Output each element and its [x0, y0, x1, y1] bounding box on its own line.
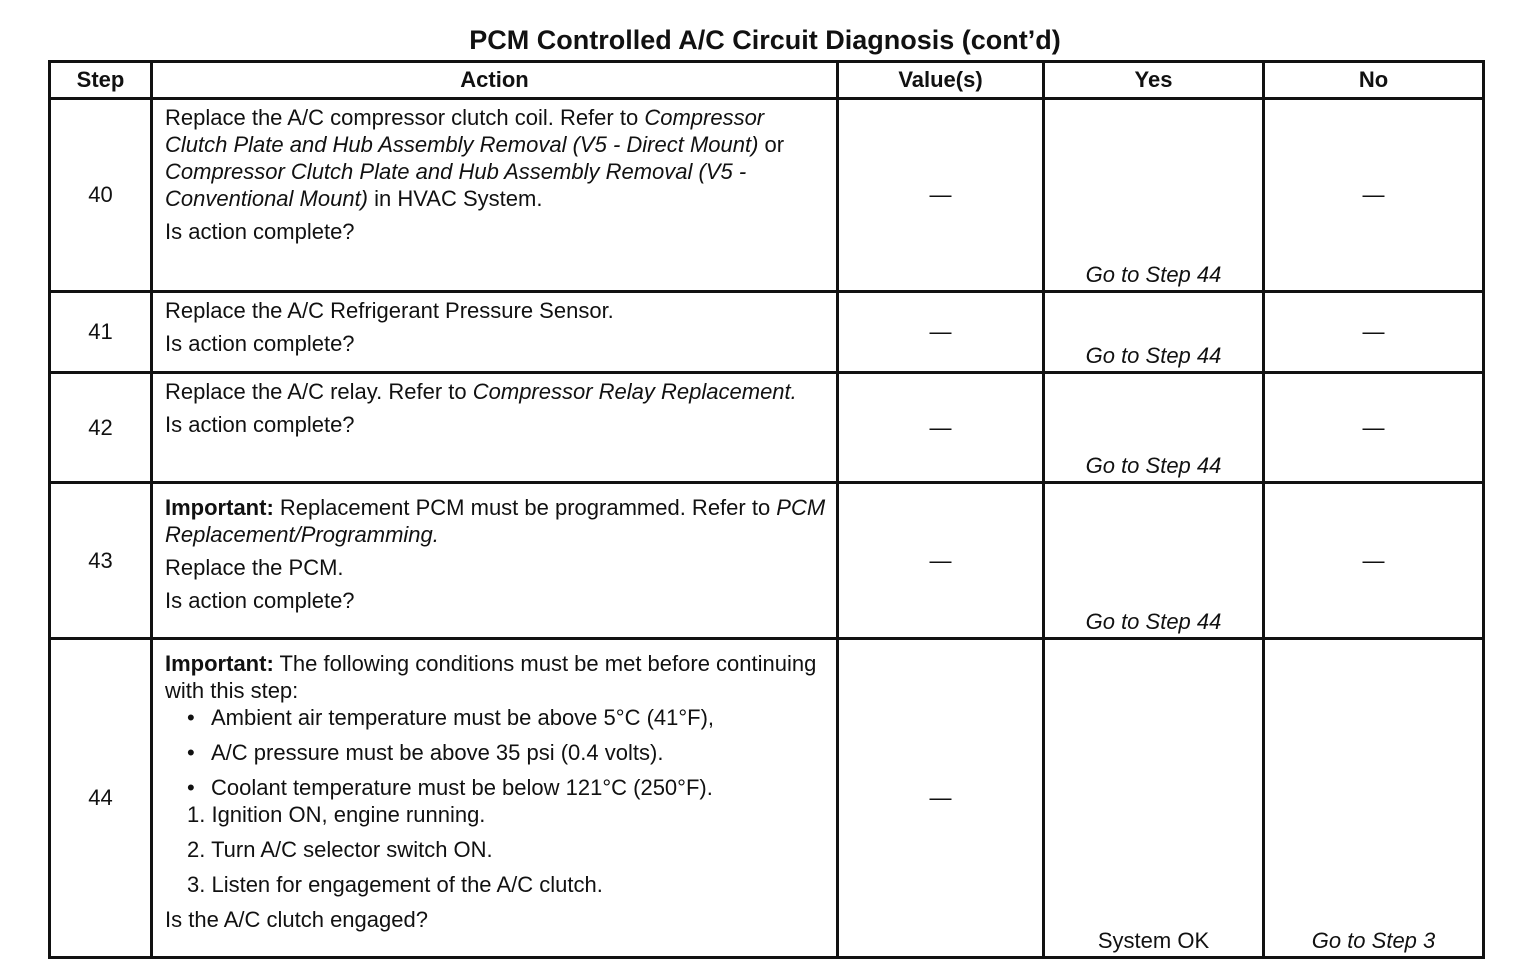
yes-cell — [1044, 99, 1264, 292]
header-values: Value(s) — [838, 62, 1044, 99]
yes-cell — [1044, 292, 1264, 373]
header-no: No — [1264, 62, 1484, 99]
header-yes: Yes — [1044, 62, 1264, 99]
header-step: Step — [50, 62, 152, 99]
table-header-row — [50, 62, 1484, 99]
important-label: Important: — [165, 651, 274, 676]
diagnosis-table — [48, 60, 1485, 959]
procedure-list — [165, 801, 826, 898]
action-text: The following conditions must be met before continuing with this step: — [165, 651, 817, 703]
value-cell: — — [838, 373, 1044, 483]
list-item: • Coolant temperature must be below 121°C (250°F). — [187, 774, 826, 801]
value-cell: — — [838, 639, 1044, 958]
reference-text: Compressor Clutch Plate and Hub Assembly Removal (V5 - Direct Mount) — [165, 105, 765, 157]
list-item: • A/C pressure must be above 35 psi (0.4 volts). — [187, 739, 826, 766]
action-cell — [152, 292, 838, 373]
list-item: 3. Listen for engagement of the A/C clutch. — [187, 872, 603, 897]
action-text: Replace the A/C compressor clutch coil. Refer to — [165, 105, 645, 130]
yes-cell — [1044, 373, 1264, 483]
yes-outcome: Go to Step 44 — [1085, 609, 1222, 634]
action-text: Replace the A/C Refrigerant Pressure Sensor. — [165, 298, 614, 323]
table-row — [50, 373, 1484, 483]
reference-text: Compressor Relay Replacement. — [472, 379, 797, 404]
action-text: Replace the A/C relay. Refer to — [165, 379, 473, 404]
important-label: Important: — [165, 495, 274, 520]
action-text: Replacement PCM must be programmed. Refer to — [273, 495, 777, 520]
yes-cell — [1044, 639, 1264, 958]
action-question: Is action complete? — [165, 588, 355, 613]
no-cell: — — [1264, 373, 1484, 483]
no-outcome: Go to Step 3 — [1311, 928, 1436, 953]
value-cell: — — [838, 483, 1044, 639]
action-cell — [152, 99, 838, 292]
step-number: 41 — [50, 292, 152, 373]
no-cell: — — [1264, 292, 1484, 373]
value-cell: — — [838, 99, 1044, 292]
no-cell: — — [1264, 483, 1484, 639]
table-row — [50, 639, 1484, 958]
table-row — [50, 292, 1484, 373]
yes-outcome: System OK — [1097, 928, 1210, 953]
yes-cell — [1044, 483, 1264, 639]
action-question: Is action complete? — [165, 331, 355, 356]
list-item: 2. Turn A/C selector switch ON. — [187, 837, 493, 862]
value-cell: — — [838, 292, 1044, 373]
reference-text: PCM Replacement/Programming. — [165, 495, 826, 547]
conditions-list — [165, 704, 826, 801]
list-item: • Ambient air temperature must be above 5°C (41°F), — [187, 704, 826, 731]
yes-outcome: Go to Step 44 — [1085, 453, 1222, 478]
no-cell — [1264, 639, 1484, 958]
table-row — [50, 99, 1484, 292]
yes-outcome: Go to Step 44 — [1085, 343, 1222, 368]
action-cell — [152, 373, 838, 483]
step-number: 40 — [50, 99, 152, 292]
header-action: Action — [152, 62, 838, 99]
action-question: Is the A/C clutch engaged? — [165, 907, 428, 932]
step-number: 42 — [50, 373, 152, 483]
action-text: in HVAC System. — [368, 186, 543, 211]
action-text: or — [758, 132, 785, 157]
yes-outcome: Go to Step 44 — [1085, 262, 1222, 287]
list-item: 1. Ignition ON, engine running. — [187, 802, 486, 827]
action-cell — [152, 483, 838, 639]
no-cell: — — [1264, 99, 1484, 292]
step-number: 43 — [50, 483, 152, 639]
action-question: Is action complete? — [165, 412, 355, 437]
action-cell — [152, 639, 838, 958]
page-title: PCM Controlled A/C Circuit Diagnosis (cont’d) — [469, 25, 1061, 55]
action-text: Replace the PCM. — [165, 555, 344, 580]
step-number: 44 — [50, 639, 152, 958]
action-question: Is action complete? — [165, 219, 355, 244]
table-row — [50, 483, 1484, 639]
reference-text: Compressor Clutch Plate and Hub Assembly Removal (V5 - Conventional Mount) — [165, 159, 747, 211]
